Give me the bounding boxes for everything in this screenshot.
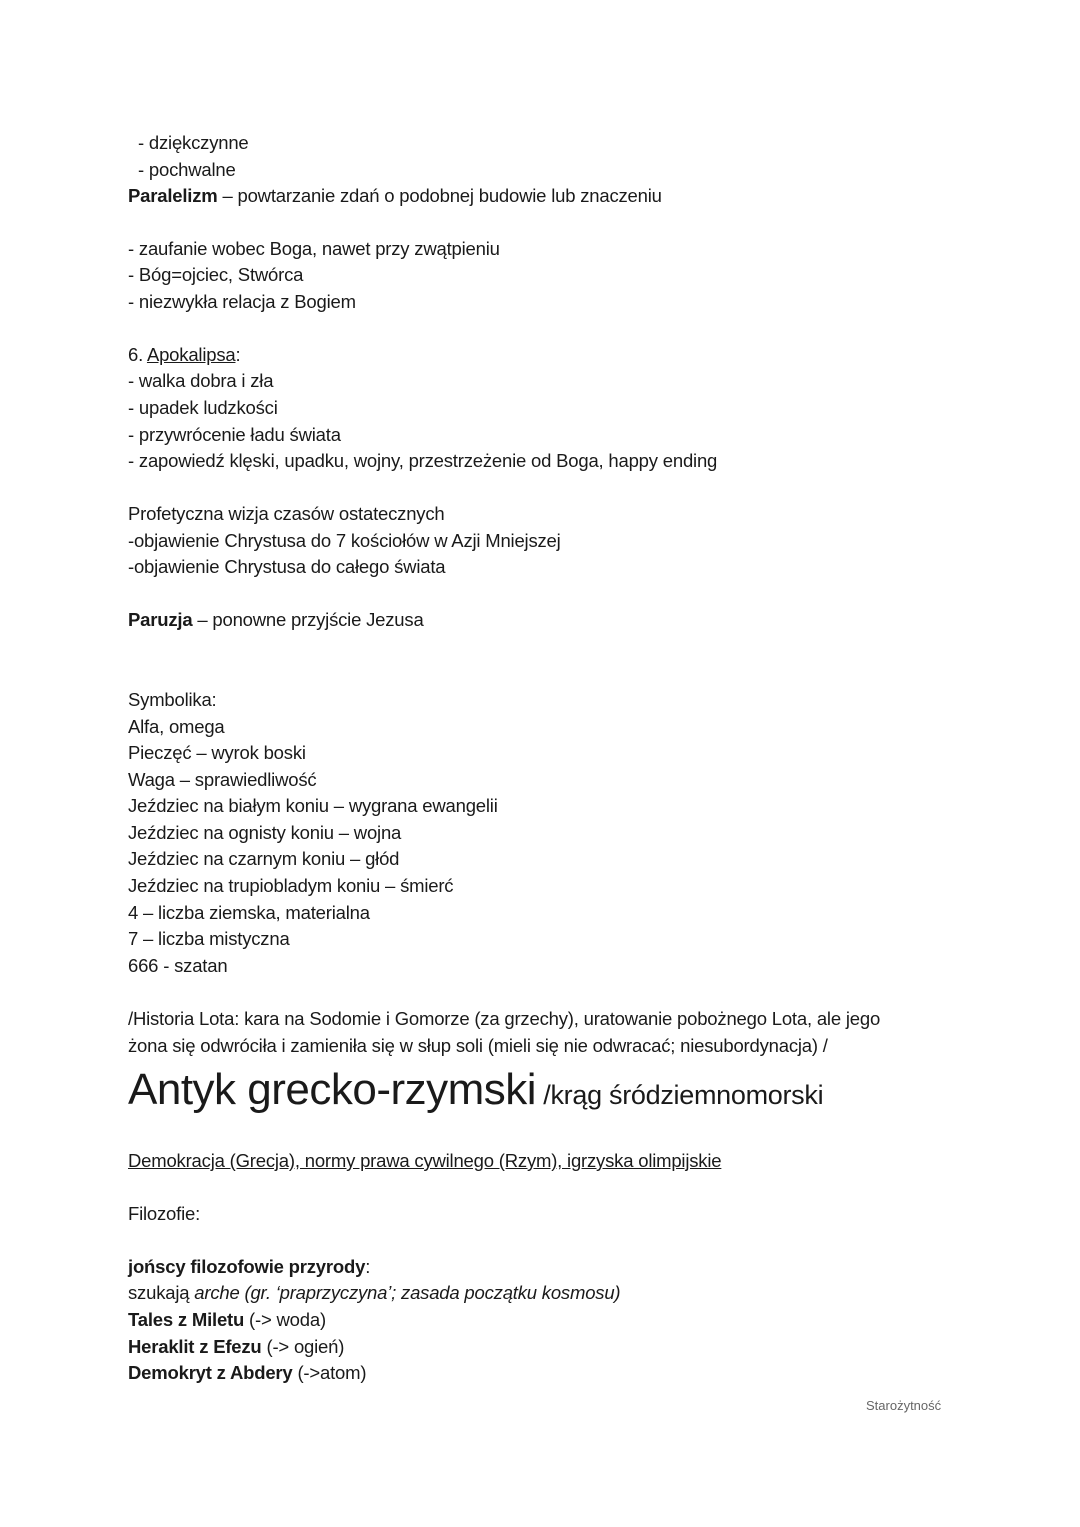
text: szukają [128,1282,195,1303]
historia-lota-line: żona się odwróciła i zamieniła się w słup soli (mieli się nie odwracać; niesubordynacja) / [128,1035,828,1056]
symbol-item: 4 – liczba ziemska, materialna [128,902,370,923]
list-item: - upadek ludzkości [128,397,278,418]
philosopher-item [128,1335,344,1359]
symbol-item: Jeździec na czarnym koniu – głód [128,848,400,869]
philosopher-note: (-> ogień) [261,1336,345,1357]
symbol-item: Pieczęć – wyrok boski [128,742,306,763]
arche-line [128,1281,620,1305]
list-item: -objawienie Chrystusa do całego świata [128,556,446,577]
number: 6. [128,344,147,365]
list-item: - pochwalne [138,159,236,180]
definition-paralelizm [128,184,662,208]
page-title [128,1062,823,1123]
title-subtitle: /krąg śródziemnomorski [536,1080,824,1110]
list-item: - walka dobra i zła [128,370,274,391]
colon: : [235,344,241,365]
heading-text: Apokalipsa [146,344,236,365]
term: jońscy filozofowie przyrody [128,1256,366,1277]
symbolika-heading: Symbolika: [128,689,217,710]
italic-text: arche (gr. ‘praprzyczyna’; zasada początku kosmosu) [194,1282,621,1303]
philosopher-name: Heraklit z Efezu [128,1336,262,1357]
philosopher-item [128,1361,366,1385]
definition-paruzja [128,608,424,632]
symbol-item: 666 - szatan [128,955,228,976]
list-item: - dziękczynne [138,132,249,153]
list-item: - przywrócenie ładu świata [128,424,341,445]
symbol-item: Waga – sprawiedliwość [128,769,317,790]
symbol-item: Alfa, omega [128,716,225,737]
definition: – powtarzanie zdań o podobnej budowie lub znaczeniu [217,185,662,206]
underlined-summary: Demokracja (Grecja), normy prawa cywilnego (Rzym), igrzyska olimpijskie [128,1150,722,1171]
list-item: -objawienie Chrystusa do 7 kościołów w Azji Mniejszej [128,530,561,551]
philosopher-note: (-> woda) [244,1309,326,1330]
philosopher-note: (->atom) [292,1362,367,1383]
jonscy-heading [128,1255,370,1279]
term: Paralelizm [128,185,218,206]
paragraph: Profetyczna wizja czasów ostatecznych [128,503,445,524]
list-item: - zaufanie wobec Boga, nawet przy zwątpieniu [128,238,500,259]
section-heading-apokalipsa [128,343,240,367]
list-item: - niezwykła relacja z Bogiem [128,291,356,312]
symbol-item: Jeździec na ognisty koniu – wojna [128,822,402,843]
page-footer: Starożytność [866,1398,942,1413]
symbol-item: 7 – liczba mistyczna [128,928,290,949]
colon: : [365,1256,371,1277]
symbol-item: Jeździec na białym koniu – wygrana ewangelii [128,795,498,816]
title-main: Antyk grecko-rzymski [128,1065,537,1114]
list-item: - Bóg=ojciec, Stwórca [128,264,304,285]
philosopher-item [128,1308,326,1332]
term: Paruzja [128,609,193,630]
definition: – ponowne przyjście Jezusa [192,609,424,630]
historia-lota-line: /Historia Lota: kara na Sodomie i Gomorze (za grzechy), uratowanie pobożnego Lota, ale jego [128,1008,881,1029]
list-item: - zapowiedź klęski, upadku, wojny, przestrzeżenie od Boga, happy ending [128,450,718,471]
symbol-item: Jeździec na trupiobladym koniu – śmierć [128,875,454,896]
filozofie-label: Filozofie: [128,1203,201,1224]
philosopher-name: Tales z Miletu [128,1309,245,1330]
philosopher-name: Demokryt z Abdery [128,1362,293,1383]
